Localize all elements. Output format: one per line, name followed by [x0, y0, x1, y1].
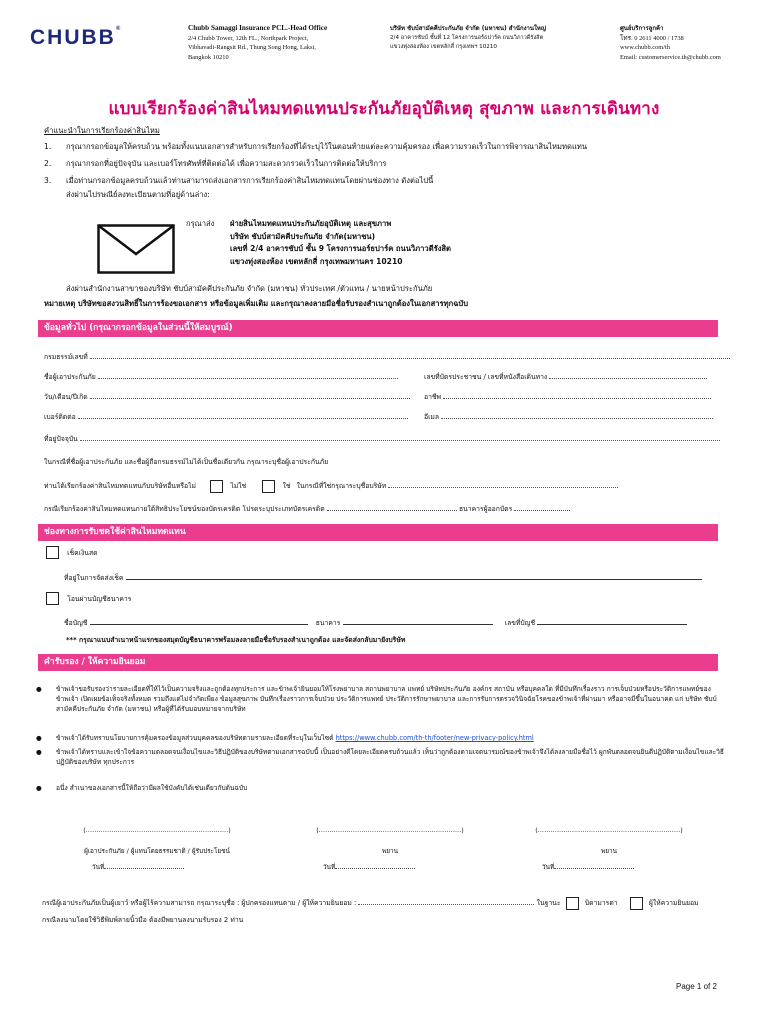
address-line-4: แขวงทุ่งสองห้อง เขตหลักสี่ กรุงเทพมหานคร 10210 — [230, 256, 403, 266]
consent-bullet-3 — [36, 747, 726, 767]
address-line-1: ฝ่ายสินไหมทดแทนประกันภัยอุบัติเหตุ และสุขภาพ — [230, 219, 392, 228]
phone-row — [44, 410, 408, 422]
mail-intro: ส่งผ่านไปรษณีย์ลงทะเบียนตามที่อยู่ด้านล่าง: — [66, 190, 210, 199]
minor-note-label: ในกรณีที่ชื่อผู้เอาประกันภัย และชื่อผู้ถือกรมธรรม์ไม่ได้เป็นชื่อเดียวกัน กรุณาระบุชื่อผู้เอาประกันภัย — [44, 458, 329, 466]
address-label: ที่อยู่ปัจจุบัน — [44, 435, 78, 443]
branch-channel: ส่งผ่านสำนักงานสาขาของบริษัท ชับบ์สามัคคีประกันภัย จำกัด (มหาชน) ทั่วประเทศ /ตัวแทน / นายหน้าประกันภัย — [66, 284, 433, 293]
header-contact — [620, 24, 760, 62]
minor-guardian-field[interactable] — [358, 896, 534, 905]
address-line-2: บริษัท ชับบ์สามัคคีประกันภัย จำกัด(มหาชน) — [230, 231, 376, 241]
parent-label: บิดามารดา — [584, 899, 618, 907]
cheque-address-row — [64, 570, 702, 582]
bullet-icon: ● — [36, 685, 42, 693]
instruction-item-3 — [44, 175, 724, 186]
transfer-option — [46, 592, 131, 606]
signature-insured[interactable] — [72, 826, 242, 872]
cheque-checkbox[interactable] — [46, 546, 59, 559]
consent-bullet-2 — [36, 733, 726, 743]
logo-trademark: ® — [115, 26, 123, 32]
fingerprint-note: กรณีลงนามโดยใช้วิธีพิมพ์ลายนิ้วมือ ต้องมีพยานลงนามรับรอง 2 ท่าน — [42, 916, 244, 924]
transfer-label: โอนผ่านบัญชีธนาคาร — [67, 594, 132, 603]
insured-name-label: ชื่อผู้เอาประกันภัย — [44, 373, 96, 381]
bank-account-row — [64, 615, 687, 627]
email-field[interactable] — [441, 410, 713, 419]
signature-line: (……………………………………………….…………) — [535, 826, 683, 834]
other-claim-yes-label: ใช่ — [282, 482, 291, 490]
id-number-field[interactable] — [549, 370, 707, 379]
id-number-label: เลขที่บัตรประชาชน / เลขที่หนังสือเดินทาง — [424, 373, 548, 381]
insured-name-field[interactable] — [98, 370, 398, 379]
header-thai-address — [390, 24, 595, 53]
signature-role: พยาน — [601, 847, 617, 855]
signature-date-label: วันที่ — [323, 863, 336, 871]
consenter-checkbox[interactable] — [630, 897, 643, 910]
cheque-address-field[interactable] — [126, 570, 702, 580]
consent-text-1: ข้าพเจ้าขอรับรองว่ารายละเอียดที่ให้ไว้เป็นความจริงและถูกต้องทุกประการ และข้าพเจ้ายินยอมให้โรงพยาบาล สถานพยาบาล แพทย์ บริษัทประกันภัย องค์กร สถาบัน หรือบุคคลใด ที่มีบันทึกเรื่องราว การเจ็บป่วยหรือประวัติการแพทย์ของข้าพเจ้า เปิดเผยข้อเท็จจริงทั้งหมด รวมถึงแต่ไม่จำกัดเพียง ข้อมูลสุขภาพ บันทึกเรื่องราวการเจ็บป่วย ประวัติการแพทย์ ประวัติการรักษาพยาบาล และการรับการตรวจวินิจฉัยโรคของข้าพเจ้าที่ผ่านมา หรืออาจมีขึ้นในอนาคต แก่ บริษัท ชับบ์สามัคคีประกันภัย จำกัด (มหาชน) หรือผู้ที่ได้รับมอบหมายจากบริษัท — [56, 685, 717, 714]
account-number-field[interactable] — [537, 615, 687, 625]
minor-guardian-row — [42, 896, 699, 910]
header-company-en: Chubb Samaggi Insurance PCL.-Head Office — [188, 24, 328, 32]
minor-note-row — [44, 456, 328, 468]
policy-number-row — [44, 350, 730, 362]
account-number-label: เลขที่บัญชี — [504, 619, 536, 627]
signature-date-field[interactable] — [554, 860, 634, 869]
signature-date-field[interactable] — [335, 860, 415, 869]
other-claim-company-field[interactable] — [388, 479, 618, 488]
page-number: Page 1 of 2 — [676, 982, 717, 991]
header-english-address — [188, 24, 373, 62]
consenter-label: ผู้ให้ความยินยอม — [648, 899, 699, 907]
address-field[interactable] — [80, 432, 720, 441]
cheque-label: เช็คเงินสด — [67, 548, 98, 557]
dob-row — [44, 390, 410, 402]
header-phone: โทร. 0 2611 4000 / 1738 — [620, 34, 684, 42]
issuer-bank-label: ธนาคารผู้ออกบัตร — [458, 505, 513, 513]
header-address-en-1: 2/4 Chubb Tower, 12th FL., Northpark Project, — [188, 34, 309, 42]
section-consent-header: คำรับรอง / ให้ความยินยอม — [38, 654, 718, 671]
attn-label: กรุณาส่ง — [186, 219, 215, 228]
transfer-checkbox[interactable] — [46, 592, 59, 605]
policy-number-label: กรมธรรม์เลขที่ — [44, 353, 88, 361]
header-address-th-2: แขวงทุ่งสองห้อง เขตหลักสี่ กรุงเทพฯ 10210 — [390, 44, 497, 51]
instructions-note: หมายเหตุ บริษัทขอสงวนสิทธิ์ในการร้องขอเอกสาร หรือข้อมูลเพิ่มเติม และกรุณาลงลายมือชื่อรับรองสำเนาถูกต้องในเอกสารทุกฉบับ — [44, 299, 469, 308]
phone-field[interactable] — [78, 410, 408, 419]
credit-card-label: กรณีเรียกร้องค่าสินไหมทดแทนภายใต้สิทธิประโยชน์ของบัตรเครดิต โปรดระบุประเภทบัตรเครดิต — [44, 505, 325, 513]
phone-label: เบอร์ติดต่อ — [44, 413, 76, 421]
credit-card-row — [44, 502, 570, 514]
other-claim-question: ท่านได้เรียกร้องค่าสินไหมทดแทนกับบริษัทอื่นหรือไม่ — [44, 482, 197, 490]
instruction-text: เมื่อท่านกรอกข้อมูลครบถ้วนแล้วท่านสามารถส่งเอกสารการเรียกร้องค่าสินไหมทดแทนโดยผ่านช่องทาง ดังต่อไปนี้ — [66, 176, 434, 185]
issuer-bank-field[interactable] — [514, 502, 570, 511]
other-claim-no-checkbox[interactable] — [210, 480, 223, 493]
chubb-logo — [30, 26, 122, 50]
status-label: ในฐานะ — [536, 899, 561, 907]
instructions-heading: คำแนะนำในการเรียกร้องค่าสินไหม — [44, 126, 160, 135]
signature-witness-2[interactable] — [524, 826, 694, 872]
instruction-text: กรุณากรอกที่อยู่ปัจจุบัน และเบอร์โทรศัพท์ที่ติดต่อได้ เพื่อความสะดวกรวดเร็วในการติดต่อให้บริการ — [66, 159, 387, 168]
cheque-address-label: ที่อยู่ในการจัดส่งเช็ค — [64, 574, 124, 582]
instruction-number: 2. — [44, 159, 52, 168]
bullet-icon: ● — [36, 748, 42, 756]
section-payment-header: ช่องทางการรับชดใช้ค่าสินไหมทดแทน — [38, 524, 718, 541]
section-general-info-header: ข้อมูลทั่วไป (กรุณากรอกข้อมูลในส่วนนี้ให้สมบูรณ์) — [38, 320, 718, 337]
insured-name-row — [44, 370, 398, 382]
email-row — [424, 410, 713, 422]
address-line-3: เลขที่ 2/4 อาคารชับบ์ ชั้น 9 โครงการนอร์ธปาร์ค ถนนวิภาวดีรังสิต — [230, 244, 451, 253]
address-row — [44, 432, 720, 444]
header-website[interactable]: www.chubb.com/th — [620, 44, 670, 52]
consent-text-4: อนึ่ง สำเนาของเอกสารนี้ให้ถือว่ามีผลใช้บังคับได้เช่นเดียวกับต้นฉบับ — [56, 784, 248, 792]
logo-text: CHUBB — [30, 26, 116, 49]
minor-guardian-label: กรณีผู้เอาประกันภัยเป็นผู้เยาว์ หรือผู้ไร้ความสามารถ กรุณาระบุชื่อ : ผู้ปกครองแทนตาม / ผู้ให้ความยินยอม : — [42, 899, 357, 907]
header-address-en-2: Vibhavadi-Rangsit Rd., Thung Song Hong, Laksi, — [188, 44, 316, 52]
instruction-item-1 — [44, 141, 724, 152]
header-address-th-1: 2/4 อาคารชับบ์ ชั้นที่ 12 โครงการนอร์ธปาร์ค ถนนวิภาวดีรังสิต — [390, 34, 544, 41]
signature-line: (……………………………………………….…………) — [83, 826, 231, 834]
occupation-label: อาชีพ — [424, 393, 441, 401]
page-title: แบบเรียกร้องค่าสินไหมทดแทนประกันภัยอุบัติเหตุ สุขภาพ และการเดินทาง — [108, 99, 660, 119]
bullet-icon: ● — [36, 734, 42, 742]
dob-field[interactable] — [90, 390, 410, 399]
dob-label: วัน/เดือน/ปีเกิด — [44, 393, 88, 401]
signature-role: ผู้เอาประกันภัย / ผู้แทนโดยธรรมชาติ / ผู้รับประโยชน์ — [84, 847, 230, 855]
email-label: อีเมล — [424, 413, 440, 421]
instruction-item-2 — [44, 158, 724, 169]
occupation-field[interactable] — [443, 390, 711, 399]
signature-witness-1[interactable] — [305, 826, 475, 872]
signature-date-label: วันที่ — [92, 863, 105, 871]
instruction-text: กรุณากรอกข้อมูลให้ครบถ้วน พร้อมทั้งแนบเอกสารสำหรับการเรียกร้องที่ได้ระบุไว้ในตอนท้ายแต่ละความคุ้มครอง เพื่อความรวดเร็วในการพิจารณาสินไหมทดแทน — [66, 142, 588, 151]
header-service-center: ศูนย์บริการลูกค้า — [620, 25, 664, 32]
account-name-label: ชื่อบัญชี — [64, 619, 88, 627]
header-email[interactable]: Email: customerservice.th@chubb.com — [620, 53, 721, 61]
occupation-row — [424, 390, 711, 402]
mailing-address — [230, 218, 451, 268]
header-company-th: บริษัท ชับบ์สามัคคีประกันภัย จำกัด (มหาชน) สำนักงานใหญ่ — [390, 25, 546, 32]
consent-text-2: ข้าพเจ้าได้รับทราบนโยบายการคุ้มครองข้อมูลส่วนบุคคลของบริษัทตามรายละเอียดที่ระบุในเว็บไซต์ — [56, 734, 334, 742]
other-claim-no-label: ไม่ใช่ — [230, 482, 247, 490]
consent-bullet-1 — [36, 684, 726, 715]
bank-label: ธนาคาร — [315, 619, 341, 627]
id-number-row — [424, 370, 707, 382]
bullet-icon: ● — [36, 784, 42, 792]
header-address-en-3: Bangkok 10210 — [188, 53, 229, 61]
other-claim-row — [44, 479, 618, 493]
signature-line: (……………………………………………….…………) — [316, 826, 464, 834]
account-name-field[interactable] — [90, 615, 308, 625]
credit-card-field[interactable] — [327, 502, 457, 511]
instruction-number: 1. — [44, 142, 52, 151]
consent-text-3: ข้าพเจ้าได้ทราบและเข้าใจข้อความตลอดจนเงื่อนไขและวิธีปฏิบัติของบริษัทตามเอกสารฉบับนี้ เป็นอย่างดีโดยละเอียดครบถ้วนแล้ว เห็นว่าถูกต้องตามเจตนารมณ์ของข้าพเจ้าจึงได้ลงลายมือชื่อไว้ ผูกพันตลอดจนยินดีปฏิบัติตามเงื่อนไขและวิธีปฏิบัติของบริษัท ทุกประการ — [56, 748, 724, 767]
other-claim-yes-checkbox[interactable] — [262, 480, 275, 493]
bank-field[interactable] — [343, 615, 493, 625]
privacy-policy-link[interactable]: https://www.chubb.com/th-th/footer/new-privacy-policy.html — [335, 734, 534, 742]
instruction-number: 3. — [44, 176, 52, 185]
bank-book-note: *** กรุณาแนบสำเนาหน้าแรกของสมุดบัญชีธนาคารพร้อมลงลายมือชื่อรับรองสำเนาถูกต้อง และจัดส่งกลับมายังบริษัท — [66, 636, 406, 644]
consent-bullet-4 — [36, 783, 726, 793]
other-claim-company-label: ในกรณีที่ใช่กรุณาระบุชื่อบริษัท — [296, 482, 387, 490]
signature-role: พยาน — [382, 847, 398, 855]
signature-date-field[interactable] — [104, 860, 184, 869]
parent-checkbox[interactable] — [566, 897, 579, 910]
signature-date-label: วันที่ — [542, 863, 555, 871]
envelope-icon — [97, 224, 175, 278]
cheque-option — [46, 546, 98, 560]
policy-number-field[interactable] — [90, 350, 730, 359]
